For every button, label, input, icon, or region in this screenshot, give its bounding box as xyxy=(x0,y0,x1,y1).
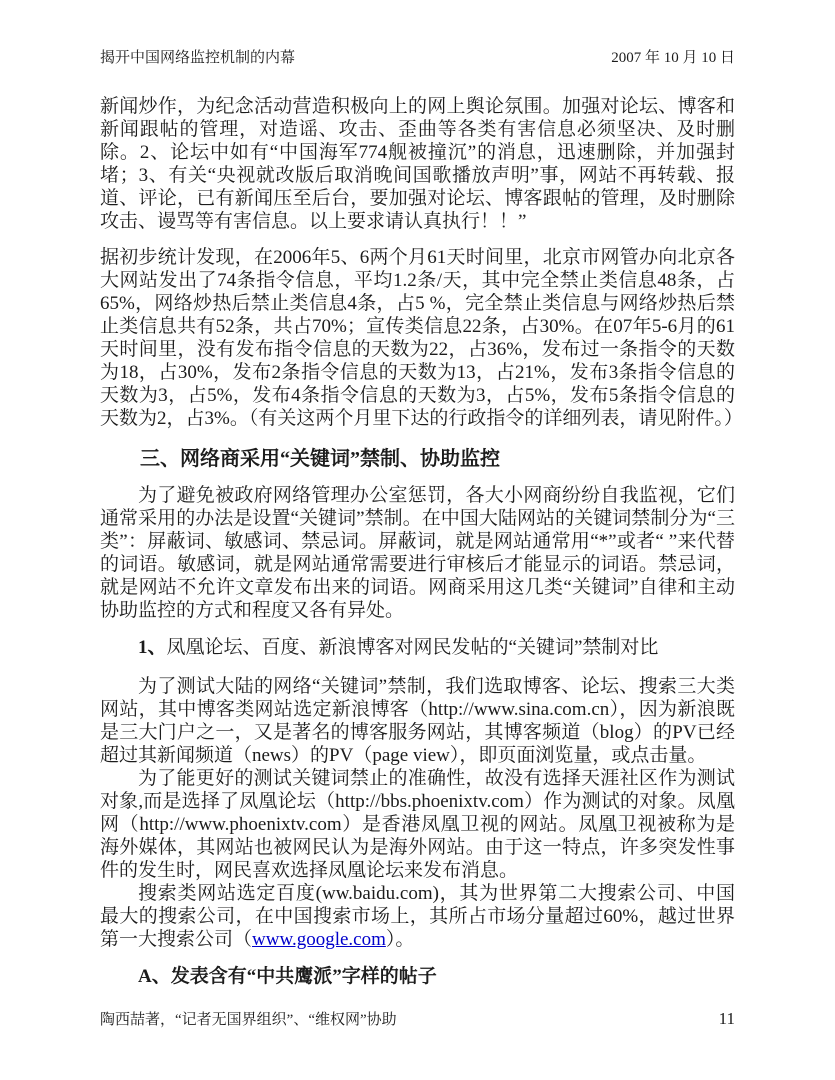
subsection-heading-cpc-hawks: A、发表含有“中共鹰派”字样的帖子 xyxy=(138,966,437,987)
para-baidu-text-pre: 搜索类网站选定百度(ww.baidu.com)，其为世界第二大搜索公司、中国最大的搜索公司，在中国搜索市场上，其所占市场分量超过60%，越过世界第一大搜索公司（ xyxy=(100,883,735,950)
para-statistics: 据初步统计发现，在2006年5、6两个月61天时间里，北京市网管办向北京各大网站发出了74条指令信息，平均1.2条/天，其中完全禁止类信息48条，占65%，网络炒热后禁止类信息4条，占5 %，完全禁止类信息与网络炒热后禁止类信息共有52条，共占70%；宣传类信息22条，占30%。在07年5-6月的61天时间里，没有发布指令信息的天数为22，占36%，发布过一条指令的天数为18，占30%，发布2条指令信息的天数为13，占21%，发布3条指令信息的天数为3，占5%，发布4条指令信息的天数为3，占5%，发布5条指令信息的天数为2，占3%。（有关这两个月里下达的行政指令的详细列表，请见附件。） xyxy=(100,247,743,429)
para-keyword-types: 为了避免被政府网络管理办公室惩罚，各大小网商纷纷自我监视，它们通常采用的办法是设置“关键词”禁制。在中国大陆网站的关键词禁制分为“三类”：屏蔽词、敏感词、禁忌词。屏蔽词，就是网站通常用“*”或者“ ”来代替的词语。敏感词，就是网站通常需要进行审核后才能显示的词语。禁忌词，就是网站不允许文章发布出来的词语。网商采用这几类“关键词”自律和主动协助监控的方式和程度又各有异处。 xyxy=(100,485,735,621)
footer-page-number: 11 xyxy=(718,1009,735,1028)
para-baidu-text-post: ）。 xyxy=(385,929,415,950)
subsection-number: 1、 xyxy=(138,637,167,658)
document-body xyxy=(100,95,743,988)
running-head-title: 揭开中国网络监控机制的内幕 xyxy=(100,50,296,66)
para-sina-blog: 为了测试大陆的网络“关键词”禁制，我们选取博客、论坛、搜索三大类网站，其中博客类网站选定新浪博客（http://www.sina.com.cn），因为新浪既是三大门户之一，又是著名的博客服务网站，其博客频道（blog）的PV已经超过其新闻频道（news）的PV（page view），即页面浏览量，或点击量。 xyxy=(100,676,735,766)
google-link[interactable]: www.google.com xyxy=(252,929,386,950)
page-footer xyxy=(100,1010,735,1029)
running-head-date: 2007 年 10 月 10 日 xyxy=(611,50,735,66)
subsection-title: 凤凰论坛、百度、新浪博客对网民发帖的“关键词”禁制对比 xyxy=(166,637,659,658)
para-phoenix-forum: 为了能更好的测试关键词禁止的准确性，故没有选择天涯社区作为测试对象,而是选择了凤凰论坛（http://bbs.phoenixtv.com）作为测试的对象。凤凰网（http://www.phoenixtv.com）是香港凤凰卫视的网站。凤凰卫视被称为是海外媒体，其网站也被网民认为是海外网站。由于这一特点，许多突发性事件的发生时，网民喜欢选择凤凰论坛来发布消息。 xyxy=(100,768,735,881)
footer-credit: 陶西喆著，“记者无国界组织”、“维权网”协助 xyxy=(100,1012,397,1028)
para-baidu-search xyxy=(100,882,735,951)
para-news-hype: 新闻炒作，为纪念活动营造积极向上的网上舆论氛围。加强对论坛、博客和新闻跟帖的管理，对造谣、攻击、歪曲等各类有害信息必须坚决、及时删除。2、论坛中如有“中国海军774舰被撞沉”的消息，迅速删除，并加强封堵；3、有关“央视就改版后取消晚间国歌播放声明”事，网站不再转载、报道、评论，已有新闻压至后台，要加强对论坛、博客跟帖的管理，及时删除攻击、谩骂等有害信息。以上要求请认真执行！！” xyxy=(100,96,735,232)
running-head xyxy=(100,49,735,67)
subsection-heading-comparison xyxy=(100,636,735,659)
section-heading-keyword-ban: 三、网络商采用“关键词”禁制、协助监控 xyxy=(140,448,500,470)
